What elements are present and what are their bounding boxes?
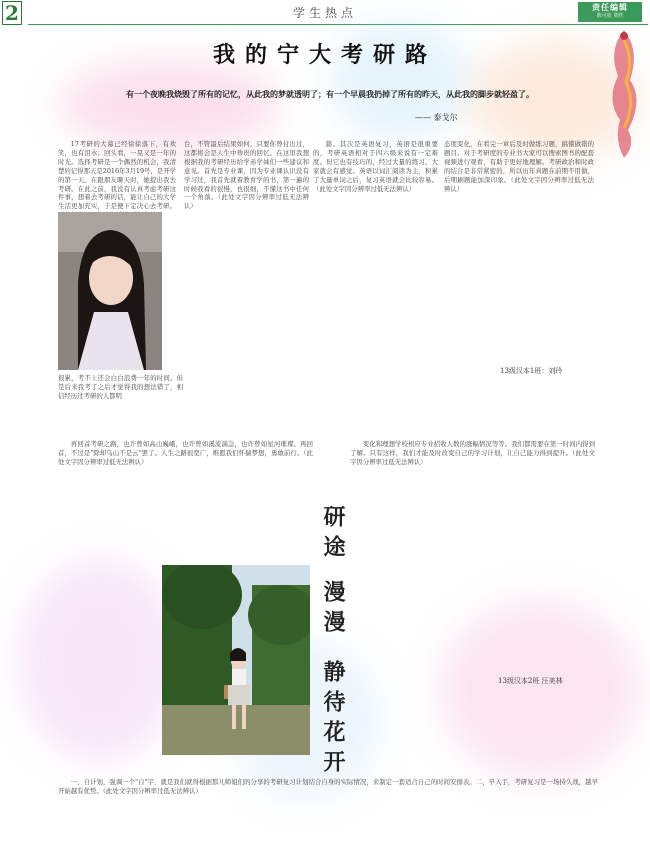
watercolor-splash [60, 60, 280, 150]
paragraph: 一，自计划，强调一个"自"字，就是我们就得根据那儿师姐们的分享的考研复习计划结合自身的实际情况，来制定一套适合自己的时间安排表。二，早入手，考研复习是一场持久战，越早开始越有优势。（此处文字因分辨率过低无法辨认） [58, 778, 598, 795]
article1-column-2 [184, 140, 309, 414]
editor-badge-names: 陈可欣 贾欣 [596, 13, 624, 19]
header-divider [28, 24, 648, 25]
vertical-title-part-2: 漫漫 [320, 580, 346, 640]
article2-signature: 13级汉本2班 汪美林 [498, 677, 563, 685]
paragraph: 台，不管最后结果如何，只要你曾付出过，这都将会是人生中珍贵的回忆。在这里我想根据我的考研经历给学弟学妹们一些建议和意见。首先是专业课，因为专业课认识没有学习过，我首先就着教育学的书，第一遍的时候我看的很慢，也很细，不懂这书中任何一个角落。（此处文字因分辨率过低无法辨认） [184, 140, 309, 211]
page-number: 2 [2, 1, 22, 25]
article1-column-4 [444, 140, 594, 360]
article2-column-right [350, 440, 595, 676]
section-title: 学生热点 [292, 6, 357, 20]
article1-column-3 [313, 140, 438, 414]
paragraph: 很累，考不上还会白白浪费一年的时间。但是后来我考了之后才觉得我的想法错了，相信经历过考研的人都明 [58, 374, 183, 400]
article1-column-1-bottom [58, 374, 183, 414]
paragraph: 再回首考研之路，也许曾如高山巍峨，也许曾如溪流湍急，也许曾如星河璀璨。再回首，不过是"除却乌山不是云"罢了。人生之路很宽广，唯愿我们怀揣梦想，勇敢前行。（此处文字因分辨率过低无法辨认） [58, 440, 313, 466]
article-title: 我的宁大考研路 [212, 42, 437, 68]
phoenix-illustration [600, 20, 648, 160]
article-quote: 有一个夜晚我烧毁了所有的记忆，从此我的梦就透明了；有一个早晨我扔掉了所有的昨天，从此我的脚步就轻盈了。 [126, 89, 534, 99]
article1-signature: 13级汉本1班：刘玲 [500, 367, 563, 375]
editor-badge-title: 责任编辑 [592, 3, 628, 12]
vertical-title-part-1: 研途 [320, 505, 346, 565]
quote-author: —— 泰戈尔 [415, 113, 458, 122]
article2-column-left-mid [58, 565, 162, 775]
article1-column-1 [58, 140, 176, 216]
author-portrait-photo [58, 212, 162, 370]
article2-column-bottom [58, 778, 598, 850]
paragraph: 态度变化，在看完一章后及时做练习题，搞懂做错的题目。对于考研度的专业书大家可以搜索图书的配套视频进行观看，有助于更好地理解。考研政治和时政的结合是非常紧密的，所以历年真题在前期不用做，后期刷题能加深印象。（此处文字因分辨率过低无法辨认） [444, 140, 594, 193]
page-header [0, 0, 650, 26]
paragraph: 变化和理想学校相应专业招收人数的涨幅情况等等。我们都需要在第一时间内得到了解。只有这样，我们才能及时改变自己的学习计划，让自己能力得到提升。（此处文字因分辨率过低无法辨认） [350, 440, 595, 466]
article2-column-left [58, 440, 313, 560]
article1-column-1-lower [164, 212, 180, 372]
vertical-title-part-3: 静待花开 [320, 660, 346, 780]
editor-badge [578, 2, 642, 22]
author-garden-photo [162, 565, 310, 755]
paragraph: 17考研的大幕已经徐徐落下，有欢笑，也有泪水；回头看，一晃又是一年的时光。选择考研是一个偶然的机会，我清楚的记得那天是2016年3月19号，是开学的第一天。在跟朋友聊天时，她提出我去考研。在此之前，我没有认真考虑考研这件事，想着去考研的话，能让自己的大学生活更加充实，于是便下定决心去考研。 [58, 140, 176, 211]
paragraph: 篇。其次是英语复习，英语是很重要的，考研英语相对于四六级来说有一定难度。但它也有技巧的，经过大量的练习，大家就会有感觉。英语以词汇阅读为主，积累了大量单词之后，复习英语就会比较容易。（此处文字因分辨率过低无法辨认） [313, 140, 438, 193]
